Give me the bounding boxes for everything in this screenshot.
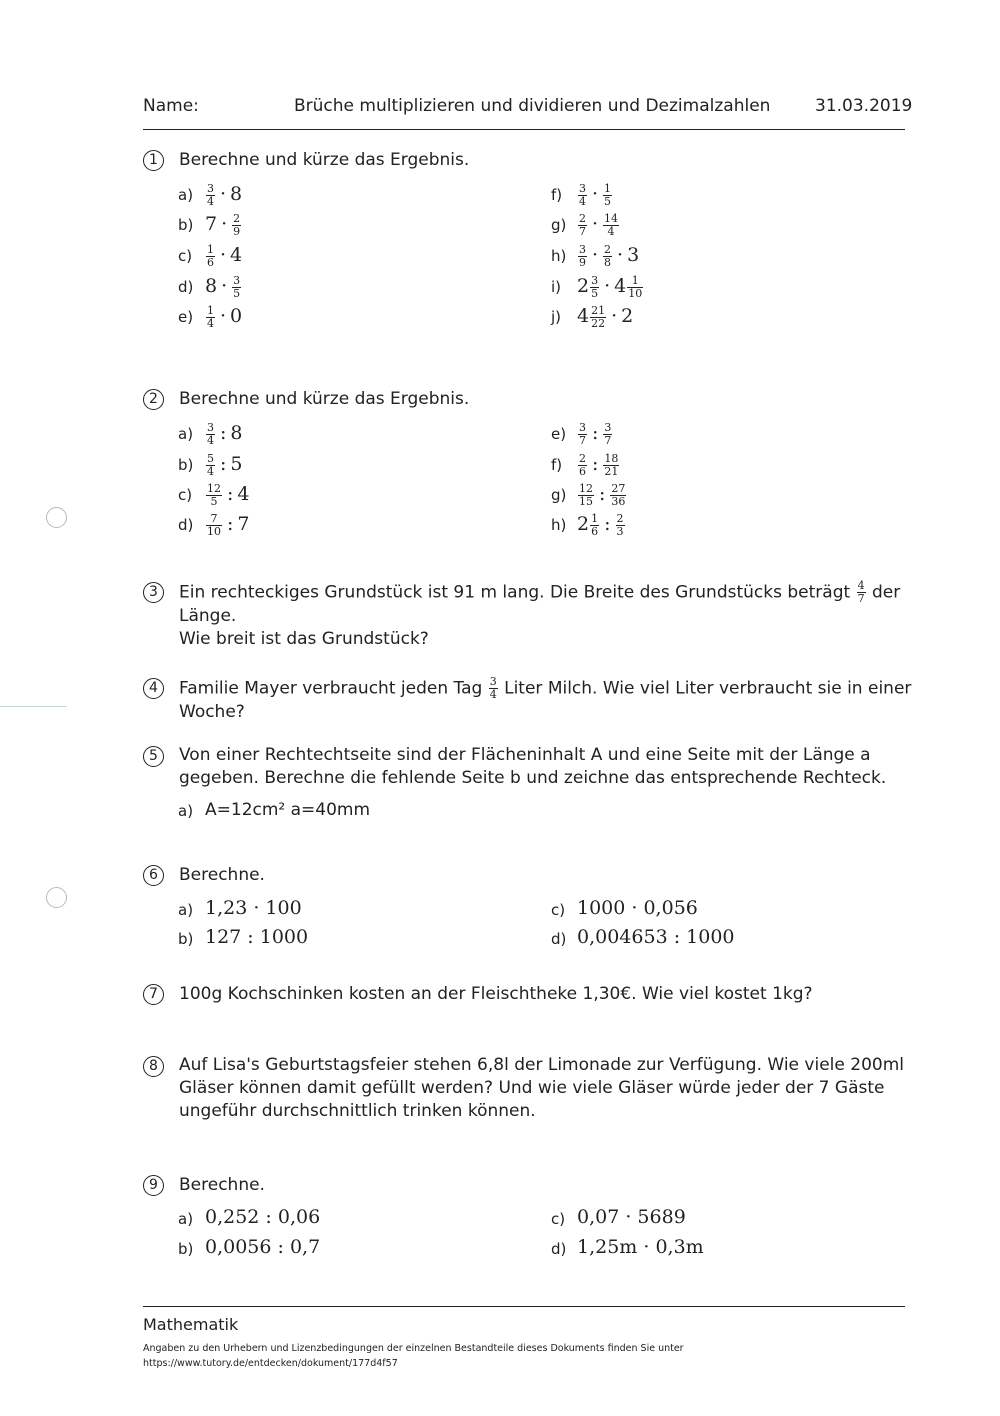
math-expression bbox=[577, 182, 613, 208]
denominator: 7 bbox=[604, 433, 612, 447]
operator: · bbox=[220, 244, 227, 266]
numerator: 4 bbox=[857, 579, 865, 592]
item-label: d) bbox=[178, 516, 194, 534]
task-number-7: 7 bbox=[143, 984, 164, 1005]
item-label: b) bbox=[178, 216, 194, 234]
task-9-instruction: Berechne. bbox=[179, 1175, 265, 1195]
task-8-line-3: ungeführ durchschnittlich trinken können. bbox=[179, 1101, 536, 1121]
number: 4 bbox=[230, 244, 243, 266]
fraction bbox=[578, 213, 587, 238]
operator: : bbox=[604, 513, 611, 535]
math-expression: 0,004653 : 1000 bbox=[577, 926, 735, 948]
fraction bbox=[590, 305, 606, 330]
operator: · bbox=[611, 305, 618, 327]
fraction bbox=[578, 244, 587, 269]
item-label: d) bbox=[551, 930, 567, 948]
numerator: 18 bbox=[604, 451, 619, 465]
numerator: 1 bbox=[604, 181, 612, 195]
math-expression bbox=[205, 274, 242, 300]
number: 2 bbox=[621, 305, 634, 327]
math-expression bbox=[205, 452, 243, 478]
numerator: 1 bbox=[627, 275, 643, 288]
denominator: 9 bbox=[579, 255, 586, 269]
item-label: b) bbox=[178, 930, 194, 948]
fraction bbox=[590, 513, 599, 538]
operator: : bbox=[599, 483, 606, 505]
fraction bbox=[578, 183, 587, 208]
fraction bbox=[578, 422, 587, 447]
denominator: 4 bbox=[207, 194, 214, 208]
task-5-line-1: Von einer Rechtechtseite sind der Flächeninhalt A und eine Seite mit der Länge a bbox=[179, 745, 871, 765]
denominator: 7 bbox=[579, 433, 586, 447]
task-4-text-start: Familie Mayer verbraucht jeden Tag bbox=[179, 678, 483, 699]
number: 8 bbox=[230, 422, 243, 444]
numerator: 2 bbox=[604, 242, 612, 256]
task-3-line-1 bbox=[179, 580, 905, 605]
fraction bbox=[590, 275, 599, 300]
number: 2 bbox=[577, 513, 590, 535]
denominator: 10 bbox=[207, 524, 221, 538]
math-expression bbox=[205, 212, 242, 238]
item-label: a) bbox=[178, 802, 194, 820]
number: 2 bbox=[577, 275, 590, 297]
math-expression bbox=[577, 512, 626, 538]
math-expression bbox=[205, 512, 250, 538]
operator: · bbox=[592, 183, 599, 205]
numerator: 14 bbox=[604, 211, 619, 225]
item-label: c) bbox=[178, 247, 193, 265]
operator: : bbox=[592, 422, 599, 444]
denominator: 4 bbox=[207, 316, 214, 330]
number: 5 bbox=[230, 453, 243, 475]
task-number-2: 2 bbox=[143, 389, 164, 410]
operator: · bbox=[617, 244, 624, 266]
math-expression: 1000 · 0,056 bbox=[577, 897, 698, 919]
operator: · bbox=[592, 213, 599, 235]
task-7-text: 100g Kochschinken kosten an der Fleischtheke 1,30€. Wie viel kostet 1kg? bbox=[179, 984, 813, 1004]
license-text-line-1: Angaben zu den Urhebern und Lizenzbedingungen der einzelnen Bestandteile dieses Dokuments finden Sie unter bbox=[143, 1343, 684, 1354]
denominator: 4 bbox=[207, 464, 214, 478]
numerator: 3 bbox=[489, 675, 497, 688]
task-3-line-2: Länge. bbox=[179, 606, 237, 626]
number: 7 bbox=[237, 513, 250, 535]
item-label: c) bbox=[551, 901, 566, 919]
denominator: 5 bbox=[604, 194, 612, 208]
denominator: 4 bbox=[579, 194, 586, 208]
numerator: 2 bbox=[579, 451, 586, 465]
fraction bbox=[603, 244, 612, 269]
date: 31.03.2019 bbox=[815, 96, 913, 116]
math-expression bbox=[205, 182, 242, 208]
page-title: Brüche multiplizieren und dividieren und Dezimalzahlen bbox=[294, 96, 771, 116]
denominator: 5 bbox=[591, 286, 599, 300]
math-expression bbox=[577, 482, 627, 508]
task-3-line-3: Wie breit ist das Grundstück? bbox=[179, 629, 429, 649]
task-4-line-2: Woche? bbox=[179, 702, 245, 722]
denominator: 10 bbox=[628, 286, 643, 300]
task-8-line-1: Auf Lisa's Geburtstagsfeier stehen 6,8l der Limonade zur Verfügung. Wie viele 200ml bbox=[179, 1055, 904, 1075]
fraction bbox=[578, 483, 594, 508]
item-label: e) bbox=[178, 308, 194, 326]
operator: : bbox=[592, 453, 599, 475]
fraction bbox=[603, 422, 612, 447]
math-expression: 127 : 1000 bbox=[205, 926, 309, 948]
number: 4 bbox=[577, 305, 590, 327]
footer-subject: Mathematik bbox=[143, 1315, 239, 1334]
task-2-instruction: Berechne und kürze das Ergebnis. bbox=[179, 389, 470, 409]
math-expression bbox=[205, 421, 243, 447]
fraction bbox=[206, 483, 222, 508]
number: 7 bbox=[205, 213, 218, 235]
math-expression bbox=[577, 212, 620, 238]
denominator: 4 bbox=[207, 433, 214, 447]
math-expression: 0,07 · 5689 bbox=[577, 1206, 686, 1228]
numerator: 3 bbox=[579, 181, 586, 195]
item-label: f) bbox=[551, 186, 563, 204]
fraction bbox=[206, 244, 215, 269]
task-5-text bbox=[179, 744, 905, 790]
fraction bbox=[232, 213, 241, 238]
fraction bbox=[603, 213, 619, 238]
denominator: 5 bbox=[210, 494, 218, 508]
denominator: 6 bbox=[579, 464, 586, 478]
math-expression bbox=[205, 243, 242, 269]
operator: · bbox=[220, 305, 227, 327]
fraction bbox=[489, 676, 498, 701]
fraction bbox=[627, 275, 643, 300]
item-label: a) bbox=[178, 186, 194, 204]
denominator: 36 bbox=[611, 494, 626, 508]
footer-rule bbox=[143, 1306, 905, 1307]
math-expression bbox=[577, 304, 633, 330]
numerator: 12 bbox=[207, 481, 221, 495]
numerator: 1 bbox=[207, 242, 214, 256]
numerator: 1 bbox=[591, 511, 599, 525]
task-4-text bbox=[179, 675, 912, 724]
task-6-instruction: Berechne. bbox=[179, 865, 265, 885]
denominator: 21 bbox=[604, 464, 619, 478]
operator: : bbox=[227, 513, 234, 535]
item-label: i) bbox=[551, 278, 562, 296]
name-label: Name: bbox=[143, 96, 199, 116]
numerator: 7 bbox=[206, 513, 222, 526]
operator: · bbox=[221, 213, 228, 235]
item-label: f) bbox=[551, 456, 563, 474]
task-5-line-2: gegeben. Berechne die fehlende Seite b und zeichne das entsprechende Rechteck. bbox=[179, 768, 887, 788]
operator: · bbox=[221, 275, 228, 297]
denominator: 7 bbox=[579, 224, 586, 238]
item-label: j) bbox=[551, 308, 562, 326]
numerator: 1 bbox=[207, 303, 214, 317]
numerator: 3 bbox=[207, 420, 214, 434]
task-4-text-end: Liter Milch. Wie viel Liter verbraucht sie in einer bbox=[504, 678, 912, 699]
denominator: 4 bbox=[489, 688, 497, 701]
punch-hole-mark-top bbox=[46, 507, 67, 528]
fraction bbox=[578, 453, 587, 478]
operator: : bbox=[220, 422, 227, 444]
numerator: 2 bbox=[233, 211, 241, 225]
task-number-9: 9 bbox=[143, 1175, 164, 1196]
numerator: 3 bbox=[579, 242, 586, 256]
item-label: h) bbox=[551, 247, 567, 265]
denominator: 3 bbox=[616, 524, 624, 538]
task-4-line-1 bbox=[179, 675, 912, 701]
math-expression bbox=[205, 304, 242, 330]
item-label: a) bbox=[178, 425, 194, 443]
math-expression bbox=[577, 243, 639, 269]
task-number-4: 4 bbox=[143, 678, 164, 699]
fraction bbox=[232, 275, 241, 300]
math-expression: 1,23 · 100 bbox=[205, 897, 302, 919]
operator: · bbox=[220, 183, 227, 205]
math-expression: 1,25m · 0,3m bbox=[577, 1236, 704, 1258]
denominator: 22 bbox=[591, 316, 606, 330]
item-label: c) bbox=[178, 486, 193, 504]
denominator: 15 bbox=[579, 494, 593, 508]
denominator: 4 bbox=[607, 224, 615, 238]
task-3-text-end: der bbox=[871, 582, 901, 603]
task-3-text bbox=[179, 580, 905, 651]
operator: : bbox=[227, 483, 234, 505]
item-label: b) bbox=[178, 456, 194, 474]
fold-mark bbox=[0, 706, 67, 707]
task-8-line-2: Gläser können damit gefüllt werden? Und wie viele Gläser würde jeder der 7 Gäste bbox=[179, 1078, 885, 1098]
operator: : bbox=[220, 453, 227, 475]
item-label: h) bbox=[551, 516, 567, 534]
denominator: 6 bbox=[591, 524, 599, 538]
task-number-8: 8 bbox=[143, 1056, 164, 1077]
numerator: 3 bbox=[207, 181, 214, 195]
task-number-3: 3 bbox=[143, 582, 164, 603]
number: 4 bbox=[237, 483, 250, 505]
numerator: 3 bbox=[579, 420, 586, 434]
number: 3 bbox=[627, 244, 640, 266]
numerator: 3 bbox=[233, 273, 241, 287]
item-label: c) bbox=[551, 1210, 566, 1228]
task-8-text bbox=[179, 1054, 905, 1123]
numerator: 21 bbox=[591, 303, 606, 317]
denominator: 8 bbox=[604, 255, 612, 269]
header-rule bbox=[143, 129, 905, 130]
fraction bbox=[206, 422, 215, 447]
number: 8 bbox=[205, 275, 218, 297]
task-3-text-start: Ein rechteckiges Grundstück ist 91 m lang. Die Breite des Grundstücks beträgt bbox=[179, 582, 851, 603]
item-label: d) bbox=[551, 1240, 567, 1258]
fraction bbox=[857, 580, 866, 605]
item-label: a) bbox=[178, 901, 194, 919]
operator: · bbox=[592, 244, 599, 266]
punch-hole-mark-bottom bbox=[46, 887, 67, 908]
numerator: 5 bbox=[207, 451, 214, 465]
math-expression bbox=[577, 421, 613, 447]
item-label: b) bbox=[178, 1240, 194, 1258]
numerator: 3 bbox=[604, 420, 612, 434]
task-number-1: 1 bbox=[143, 150, 164, 171]
math-expression bbox=[205, 482, 250, 508]
number: 4 bbox=[614, 275, 627, 297]
item-label: d) bbox=[178, 278, 194, 296]
fraction bbox=[206, 453, 215, 478]
task-number-6: 6 bbox=[143, 865, 164, 886]
fraction bbox=[206, 305, 215, 330]
license-text-line-2: https://www.tutory.de/entdecken/dokument/177d4f57 bbox=[143, 1358, 398, 1369]
fraction bbox=[206, 183, 215, 208]
item-label: g) bbox=[551, 486, 567, 504]
denominator: 9 bbox=[233, 224, 241, 238]
item-label: a) bbox=[178, 1210, 194, 1228]
math-expression bbox=[577, 274, 644, 300]
fraction bbox=[603, 183, 612, 208]
number: 0 bbox=[230, 305, 243, 327]
numerator: 27 bbox=[611, 481, 626, 495]
task-number-5: 5 bbox=[143, 746, 164, 767]
denominator: 6 bbox=[207, 255, 214, 269]
math-expression bbox=[577, 452, 620, 478]
numerator: 2 bbox=[579, 211, 586, 225]
operator: · bbox=[604, 275, 611, 297]
task-1-instruction: Berechne und kürze das Ergebnis. bbox=[179, 150, 470, 170]
math-expression: 0,0056 : 0,7 bbox=[205, 1236, 321, 1258]
item-label: e) bbox=[551, 425, 567, 443]
numerator: 2 bbox=[616, 511, 624, 525]
fraction bbox=[616, 513, 625, 538]
denominator: 7 bbox=[857, 592, 865, 605]
item-label: g) bbox=[551, 216, 567, 234]
math-expression: 0,252 : 0,06 bbox=[205, 1206, 321, 1228]
numerator: 3 bbox=[591, 273, 599, 287]
denominator: 5 bbox=[233, 286, 241, 300]
numerator: 12 bbox=[579, 481, 593, 495]
number: 8 bbox=[230, 183, 243, 205]
fraction bbox=[610, 483, 626, 508]
fraction bbox=[603, 453, 619, 478]
fraction bbox=[206, 513, 222, 538]
item-text: A=12cm² a=40mm bbox=[205, 800, 371, 820]
